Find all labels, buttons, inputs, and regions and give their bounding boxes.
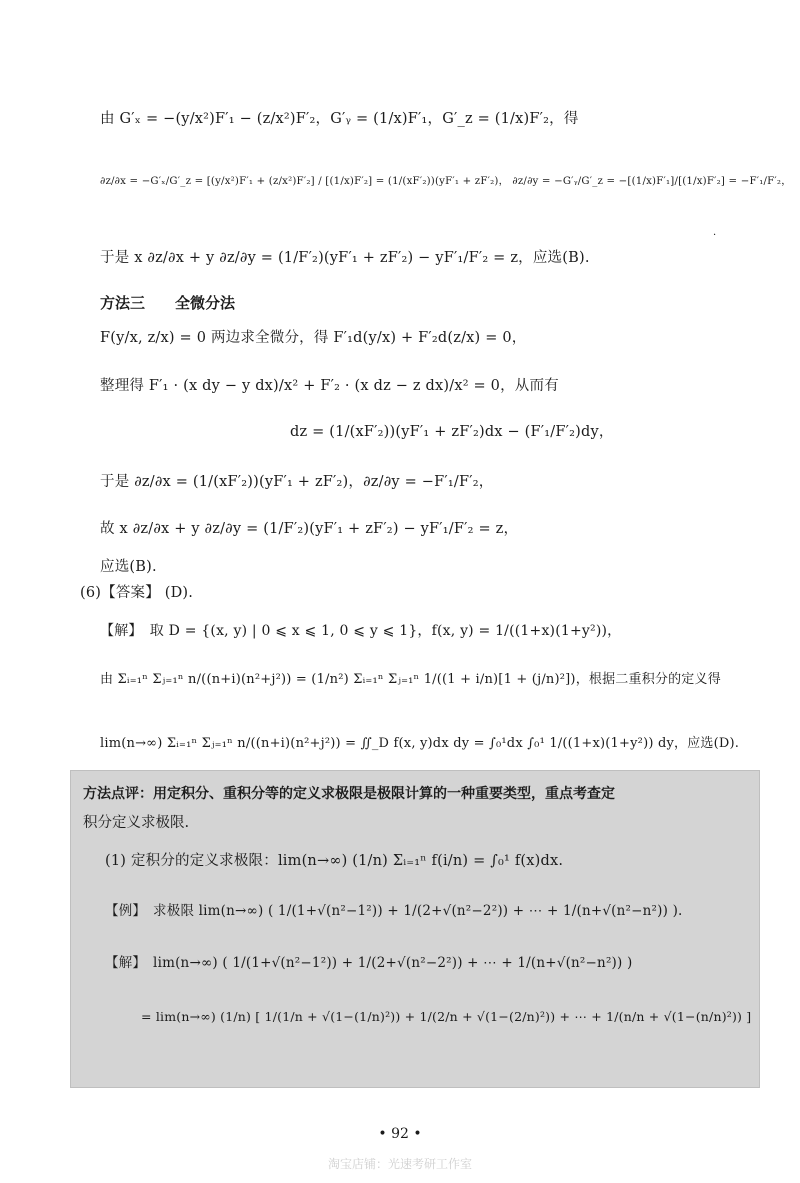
method3-line-2: 整理得 F′₁ · (x dy − y dx)/x² + F′₂ · (x dz − z dx)/x² = 0，从而有	[100, 378, 559, 394]
method2-line-1: 由 G′ₓ = −(y/x²)F′₁ − (z/x²)F′₂，G′ᵧ = (1/x)F′₁，G′_z = (1/x)F′₂，得	[100, 111, 579, 127]
note-solution-2: = lim(n→∞) (1/n) [ 1/(1/n + √(1−(1/n)²)) + 1/(2/n + √(1−(2/n)²)) + ⋯ + 1/(n/n + √(1−(n/n)²)) ]	[141, 1009, 752, 1024]
method-comment-box	[70, 770, 760, 1088]
method2-line-3: 于是 x ∂z/∂x + y ∂z/∂y = (1/F′₂)(yF′₁ + zF′₂) − yF′₁/F′₂ = z，应选(B).	[100, 250, 590, 266]
note-paragraph-1a: 方法点评：用定积分、重积分等的定义求极限是极限计算的一种重要类型，重点考查定	[83, 786, 615, 802]
note-solution-1: 【解】 lim(n→∞) ( 1/(1+√(n²−1²)) + 1/(2+√(n²−2²)) + ⋯ + 1/(n+√(n²−n²)) )	[105, 955, 633, 971]
method3-line-3: dz = (1/(xF′₂))(yF′₁ + zF′₂)dx − (F′₁/F′₂)dy，	[290, 424, 614, 440]
note-paragraph-1b: 积分定义求极限.	[83, 815, 190, 831]
method3-line-4: 于是 ∂z/∂x = (1/(xF′₂))(yF′₁ + zF′₂)，∂z/∂y = −F′₁/F′₂，	[100, 474, 494, 490]
q6-solution-1: 【解】 取 D = {(x, y) | 0 ⩽ x ⩽ 1, 0 ⩽ y ⩽ 1}，f(x, y) = 1/((1+x)(1+y²))，	[100, 623, 622, 639]
method3-heading: 方法三 全微分法	[100, 294, 236, 312]
note-definite-integral-rule: (1) 定积分的定义求极限：lim(n→∞) (1/n) Σᵢ₌₁ⁿ f(i/n) = ∫₀¹ f(x)dx.	[105, 853, 564, 869]
method3-line-6: 应选(B).	[100, 559, 157, 575]
page-number: • 92 •	[378, 1126, 422, 1142]
stray-dot: ·	[713, 230, 717, 241]
method2-line-2: ∂z/∂x = −G′ₓ/G′_z = [(y/x²)F′₁ + (z/x²)F′₂] / [(1/x)F′₂] = (1/(xF′₂))(yF′₁ + zF′₂)， ∂z/∂y = −G′ᵧ/G′_z = −[(1/x)F′₁]/[(1/x)F′₂] = −F′₁/F′₂，	[100, 176, 792, 187]
q6-answer: (6)【答案】 (D).	[80, 585, 194, 601]
method3-line-5: 故 x ∂z/∂x + y ∂z/∂y = (1/F′₂)(yF′₁ + zF′₂) − yF′₁/F′₂ = z，	[100, 521, 519, 537]
q6-solution-3: lim(n→∞) Σᵢ₌₁ⁿ Σⱼ₌₁ⁿ n/((n+i)(n²+j²)) = ∬_D f(x, y)dx dy = ∫₀¹dx ∫₀¹ 1/((1+x)(1+y²)) dy，应选(D).	[100, 736, 740, 751]
note-example: 【例】 求极限 lim(n→∞) ( 1/(1+√(n²−1²)) + 1/(2+√(n²−2²)) + ⋯ + 1/(n+√(n²−n²)) ).	[105, 903, 683, 919]
q6-solution-2: 由 Σᵢ₌₁ⁿ Σⱼ₌₁ⁿ n/((n+i)(n²+j²)) = (1/n²) Σᵢ₌₁ⁿ Σⱼ₌₁ⁿ 1/((1 + i/n)[1 + (j/n)²])，根据二重积分的定义得	[100, 672, 721, 687]
watermark: 淘宝店铺：光速考研工作室	[327, 1157, 472, 1171]
method3-line-1: F(y/x, z/x) = 0 两边求全微分，得 F′₁d(y/x) + F′₂d(z/x) = 0，	[100, 330, 527, 346]
